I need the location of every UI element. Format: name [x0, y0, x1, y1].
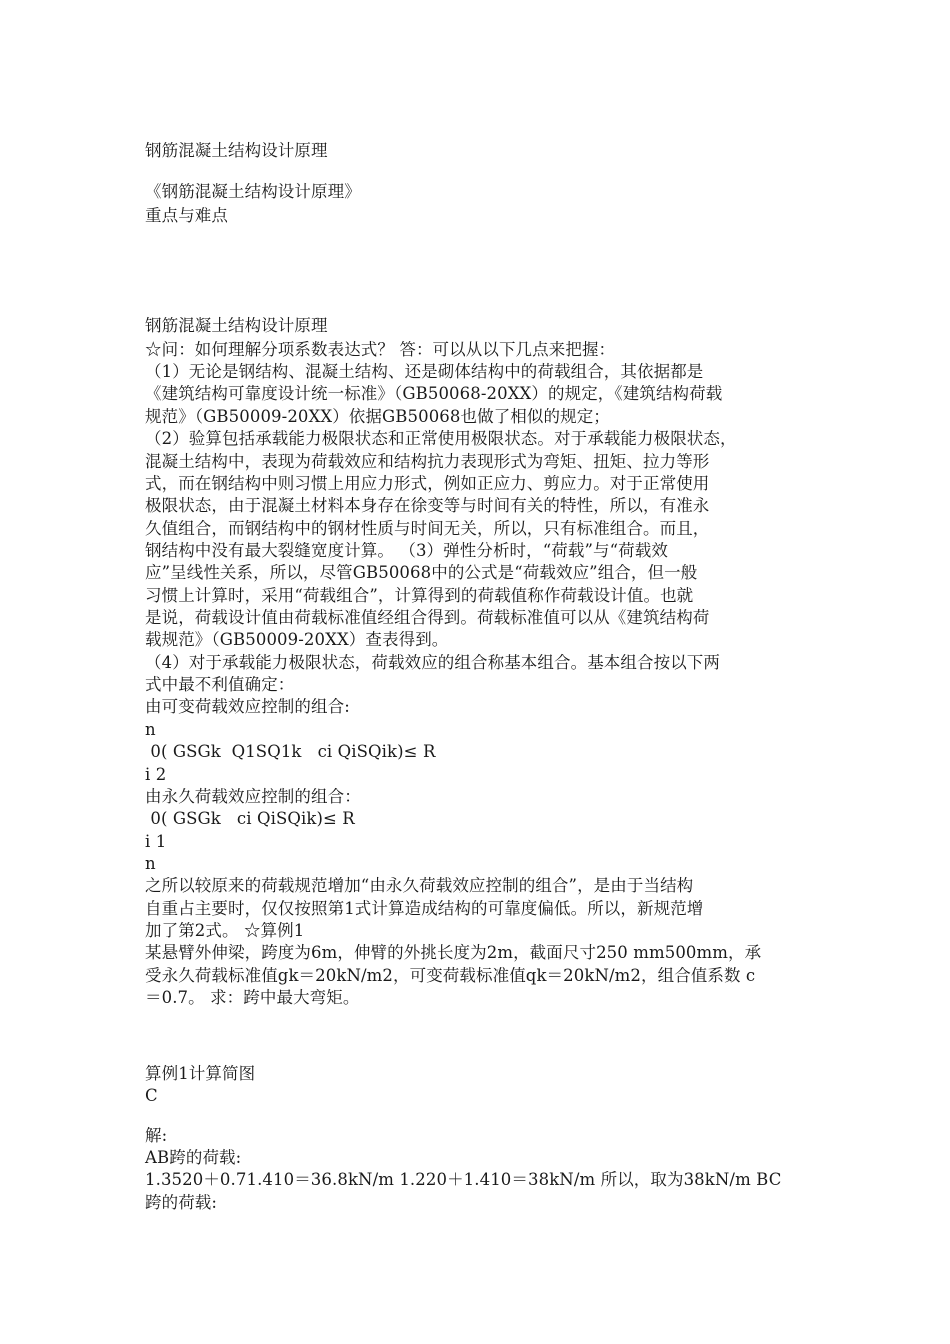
solution-line: 1.3520＋0.71.410＝36.8kN/m 1.220＋1.410＝38kN/m 所以，取为38kN/m BC	[145, 1170, 782, 1189]
body-line: 由永久荷载效应控制的组合：	[145, 787, 361, 806]
body-line: 极限状态，由于混凝土材料本身存在徐变等与时间有关的特性，所以，有准永	[145, 496, 710, 515]
body-line: （1）无论是钢结构、混凝土结构、还是砌体结构中的荷载组合，其依据都是	[145, 362, 704, 381]
body-line: （2）验算包括承载能力极限状态和正常使用极限状态。对于承载能力极限状态，	[145, 429, 737, 448]
solution-label: 解:	[145, 1126, 168, 1145]
body-line: 应”呈线性关系，所以，尽管GB50068中的公式是“荷载效应”组合，但一般	[145, 563, 698, 582]
body-line: 习惯上计算时，采用“荷载组合”，计算得到的荷载值称作荷载设计值。也就	[145, 586, 694, 605]
solution-line: 跨的荷载:	[145, 1193, 218, 1212]
book-title: 《钢筋混凝土结构设计原理》	[145, 182, 361, 201]
body-line: （4）对于承载能力极限状态，荷载效应的组合称基本组合。基本组合按以下两	[145, 653, 720, 672]
body-line: 受永久荷载标准值gk＝20kN/m2，可变荷载标准值qk＝20kN/m2，组合值系数 c	[145, 966, 756, 985]
body-line: ＝0.7。 求：跨中最大弯矩。	[145, 988, 360, 1007]
body-line: 某悬臂外伸梁，跨度为6m，伸臂的外挑长度为2m，截面尺寸250 mm500mm，承	[145, 943, 762, 962]
formula-line: 0( GSGk ci QiSQik)≤ R	[145, 809, 355, 828]
document-title: 钢筋混凝土结构设计原理	[145, 141, 328, 160]
body-line: 钢结构中没有最大裂缝宽度计算。 （3）弹性分析时，“荷载”与“荷载效	[145, 541, 668, 560]
section-title: 钢筋混凝土结构设计原理	[145, 316, 328, 335]
formula-line: n	[145, 854, 156, 873]
body-line: 式中最不利值确定：	[145, 675, 295, 694]
body-line: 载规范》（GB50009-20XX）查表得到。	[145, 630, 449, 649]
body-line: ☆问：如何理解分项系数表达式？ 答：可以从以下几点来把握：	[145, 340, 616, 359]
solution-line: AB跨的荷载:	[145, 1148, 242, 1167]
body-line: 之所以较原来的荷载规范增加“由永久荷载效应控制的组合”，是由于当结构	[145, 876, 694, 895]
body-line: 《建筑结构可靠度设计统一标准》（GB50068-20XX）的规定，《建筑结构荷载	[145, 384, 723, 403]
body-line: 自重占主要时，仅仅按照第1式计算造成结构的可靠度偏低。所以，新规范增	[145, 899, 704, 918]
subtitle: 重点与难点	[145, 206, 228, 225]
body-line: 式，而在钢结构中则习惯上用应力形式，例如正应力、剪应力。对于正常使用	[145, 474, 710, 493]
figure-caption: 算例1计算简图	[145, 1064, 256, 1083]
body-line: 久值组合，而钢结构中的钢材性质与时间无关，所以，只有标准组合。而且，	[145, 519, 710, 538]
figure-label: C	[145, 1086, 158, 1105]
body-line: 混凝土结构中，表现为荷载效应和结构抗力表现形式为弯矩、扭矩、拉力等形	[145, 452, 710, 471]
formula-line: n	[145, 720, 156, 739]
formula-line: i 1	[145, 832, 167, 851]
body-line: 是说，荷载设计值由荷载标准值经组合得到。荷载标准值可以从《建筑结构荷	[145, 608, 710, 627]
formula-line: 0( GSGk Q1SQ1k ci QiSQik)≤ R	[145, 742, 436, 761]
body-line: 加了第2式。 ☆算例1	[145, 921, 305, 940]
body-line: 由可变荷载效应控制的组合:	[145, 697, 350, 716]
body-line: 规范》（GB50009-20XX）依据GB50068也做了相似的规定；	[145, 407, 610, 426]
formula-line: i 2	[145, 765, 167, 784]
